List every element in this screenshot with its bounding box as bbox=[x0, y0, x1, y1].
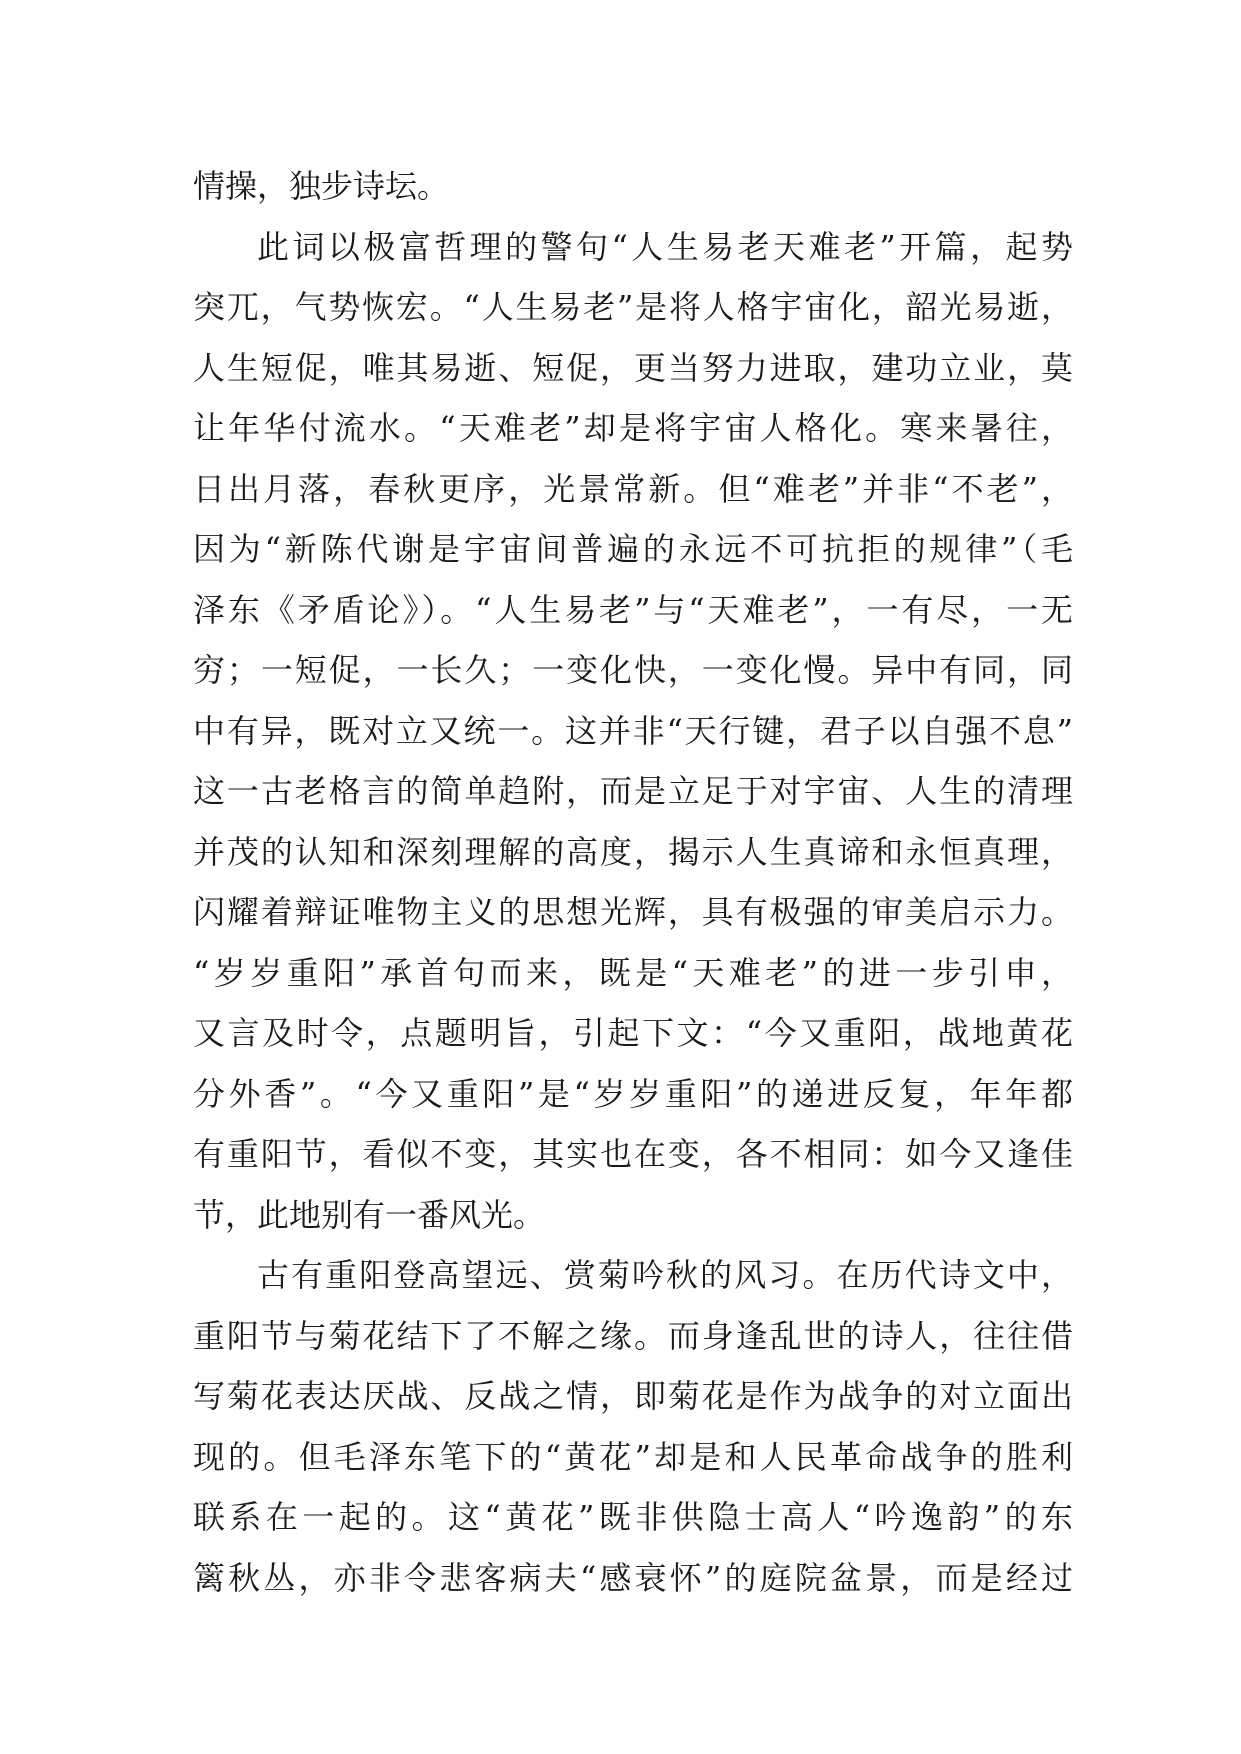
text-line: 穷；一短促，一长久；一变化快，一变化慢。异中有同，同 bbox=[193, 651, 1073, 689]
text-line: 联系在一起的。这“黄花”既非供隐士高人“吟逸韵”的东 bbox=[193, 1498, 1073, 1536]
paragraph-2 bbox=[193, 217, 1073, 1246]
text-line: 分外香”。“今又重阳”是“岁岁重阳”的递进反复，年年都 bbox=[193, 1074, 1073, 1113]
text-line: 篱秋丛，亦非令悲客病夫“感衰怀”的庭院盆景，而是经过 bbox=[193, 1558, 1073, 1597]
text-line: 重阳节与菊花结下了不解之缘。而身逢乱世的诗人，往往借 bbox=[193, 1316, 1073, 1355]
text-line: “岁岁重阳”承首句而来，既是“天难老”的进一步引申， bbox=[193, 953, 1073, 992]
text-line: 闪耀着辩证唯物主义的思想光辉，具有极强的审美启示力。 bbox=[193, 893, 1073, 931]
text-line: 情操，独步诗坛。 bbox=[193, 167, 450, 205]
body-text bbox=[193, 156, 1073, 1608]
text-line: 突兀，气势恢宏。“人生易老”是将人格宇宙化，韶光易逝， bbox=[193, 288, 1073, 326]
text-line: 中有异，既对立又统一。这并非“天行键，君子以自强不息” bbox=[193, 711, 1073, 750]
text-line: 因为“新陈代谢是宇宙间普遍的永远不可抗拒的规律”（毛 bbox=[193, 530, 1073, 568]
text-line: 人生短促，唯其易逝、短促，更当努力进取，建功立业，莫 bbox=[193, 348, 1073, 387]
text-line: 这一古老格言的简单趋附，而是立足于对宇宙、人生的清理 bbox=[193, 772, 1073, 810]
text-line: 泽东《矛盾论》）。“人生易老”与“天难老”，一有尽，一无 bbox=[193, 590, 1073, 629]
paragraph-1 bbox=[193, 156, 1073, 217]
paragraph-3 bbox=[193, 1245, 1073, 1608]
text-line: 古有重阳登高望远、赏菊吟秋的风习。在历代诗文中， bbox=[257, 1256, 1073, 1294]
text-line: 此词以极富哲理的警句“人生易老天难老”开篇，起势 bbox=[257, 227, 1073, 266]
text-line: 有重阳节，看似不变，其实也在变，各不相同：如今又逢佳 bbox=[193, 1135, 1073, 1173]
text-line: 节，此地别有一番风光。 bbox=[193, 1195, 546, 1234]
text-line: 并茂的认知和深刻理解的高度，揭示人生真谛和永恒真理， bbox=[193, 832, 1073, 871]
text-line: 又言及时令，点题明旨，引起下文：“今又重阳，战地黄花 bbox=[193, 1014, 1073, 1052]
text-line: 日出月落，春秋更序，光景常新。但“难老”并非“不老”， bbox=[193, 469, 1073, 508]
text-line: 现的。但毛泽东笔下的“黄花”却是和人民革命战争的胜利 bbox=[193, 1437, 1073, 1476]
text-line: 让年华付流水。“天难老”却是将宇宙人格化。寒来暑往， bbox=[193, 409, 1073, 447]
text-line: 写菊花表达厌战、反战之情，即菊花是作为战争的对立面出 bbox=[193, 1377, 1073, 1415]
